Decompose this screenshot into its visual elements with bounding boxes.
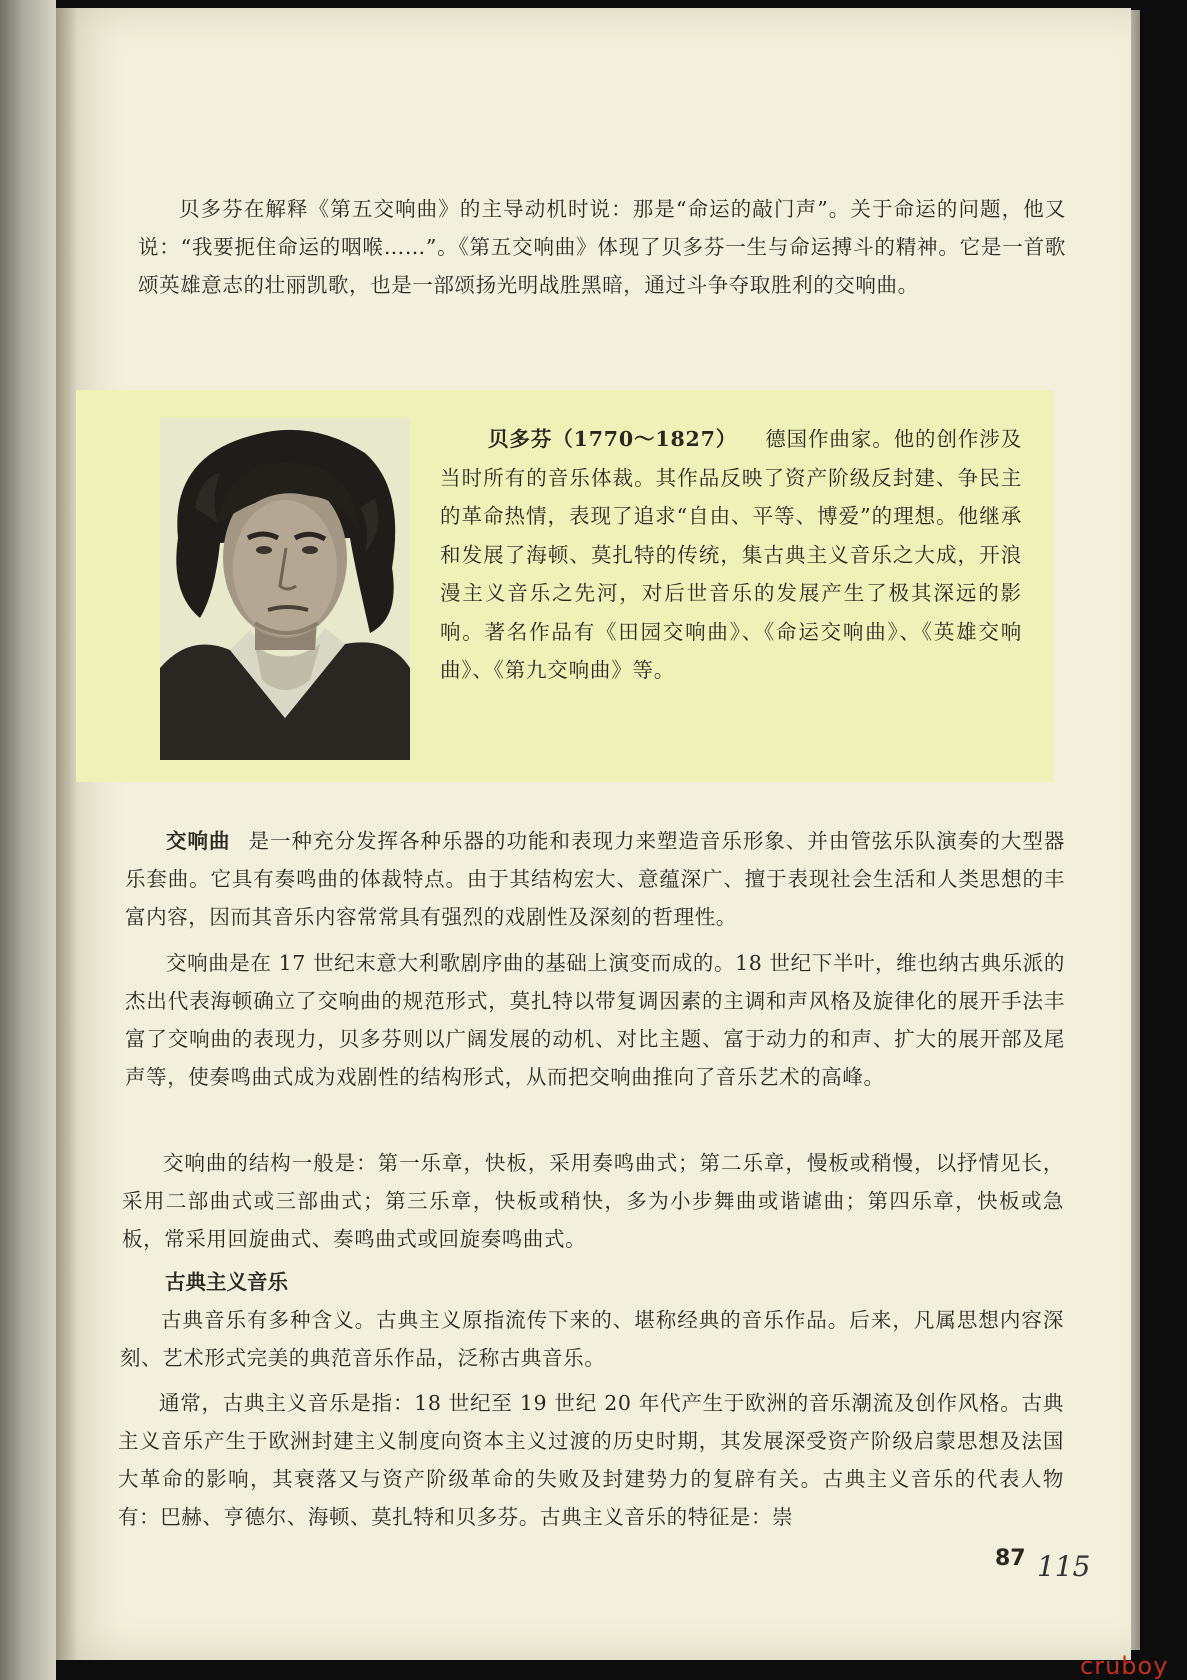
- page-gutter-shadow: [56, 8, 78, 1660]
- paragraph-classical-period: 通常，古典主义音乐是指：18 世纪至 19 世纪 20 年代产生于欧洲的音乐潮流及创作风格。古典主义音乐产生于欧洲封建主义制度向资本主义过渡的历史时期，其发展深受资产阶级启蒙思想及法国大革命的影响，其衰落又与资产阶级革命的失败及封建势力的复辟有关。古典主义音乐的代表人物有：巴赫、亨德尔、海顿、莫扎特和贝多芬。古典主义音乐的特征是：崇: [118, 1391, 1064, 1529]
- scan-watermark: cruboy: [1080, 1652, 1169, 1680]
- page-number: 87: [995, 1546, 1026, 1571]
- handwritten-page-number: 115: [1037, 1550, 1091, 1583]
- bio-dates: （1770～1827）: [552, 427, 738, 451]
- paragraph-symphony-structure: 交响曲的结构一般是：第一乐章，快板，采用奏鸣曲式；第二乐章，慢板或稍慢，以抒情见长，采用二部曲式或三部曲式；第三乐章，快板或稍快，多为小步舞曲或谐谑曲；第四乐章，快板或急板，常采用回旋曲式、奏鸣曲式或回旋奏鸣曲式。: [122, 1151, 1064, 1251]
- bio-description: 德国作曲家。他的创作涉及当时所有的音乐体裁。其作品反映了资产阶级反封建、争民主的革命热情，表现了追求“自由、平等、博爱”的理想。他继承和发展了海顿、莫扎特的传统，集古典主义音乐之大成，开浪漫主义音乐之先河，对后世音乐的发展产生了极其深远的影响。著名作品有《田园交响曲》、《命运交响曲》、《英雄交响曲》、《第九交响曲》等。: [440, 427, 1022, 682]
- scanner-left-edge: [0, 0, 56, 1680]
- beethoven-portrait: [160, 418, 410, 760]
- biography-text: [440, 420, 1022, 690]
- term-symphony: 交响曲: [166, 829, 231, 853]
- paragraph-symphony-definition: [125, 822, 1065, 936]
- section-heading-classical-music: 古典主义音乐: [165, 1270, 288, 1294]
- paragraph-symphony-history: 交响曲是在 17 世纪末意大利歌剧序曲的基础上演变而成的。18 世纪下半叶，维也纳古典乐派的杰出代表海顿确立了交响曲的规范形式，莫扎特以带复调因素的主调和声风格及旋律化的展开手法丰富了交响曲的表现力，贝多芬则以广阔发展的动机、对比主题、富于动力的和声、扩大的展开部及尾声等，使奏鸣曲式成为戏剧性的结构形式，从而把交响曲推向了音乐艺术的高峰。: [125, 951, 1065, 1089]
- paragraph-fifth-symphony: 贝多芬在解释《第五交响曲》的主导动机时说：那是“命运的敲门声”。关于命运的问题，他又说：“我要扼住命运的咽喉……”。《第五交响曲》体现了贝多芬一生与命运搏斗的精神。它是一首歌颂英雄意志的壮丽凯歌，也是一部颂扬光明战胜黑暗，通过斗争夺取胜利的交响曲。: [138, 197, 1066, 297]
- symphony-definition-text: 是一种充分发挥各种乐器的功能和表现力来塑造音乐形象、并由管弦乐队演奏的大型器乐套曲。它具有奏鸣曲的体裁特点。由于其结构宏大、意蕴深广、擅于表现社会生活和人类思想的丰富内容，因而其音乐内容常常具有强烈的戏剧性及深刻的哲理性。: [125, 829, 1065, 929]
- bio-name: 贝多芬: [488, 427, 553, 451]
- paragraph-classical-definition: 古典音乐有多种含义。古典主义原指流传下来的、堪称经典的音乐作品。后来，凡属思想内容深刻、艺术形式完美的典范音乐作品，泛称古典音乐。: [120, 1308, 1064, 1370]
